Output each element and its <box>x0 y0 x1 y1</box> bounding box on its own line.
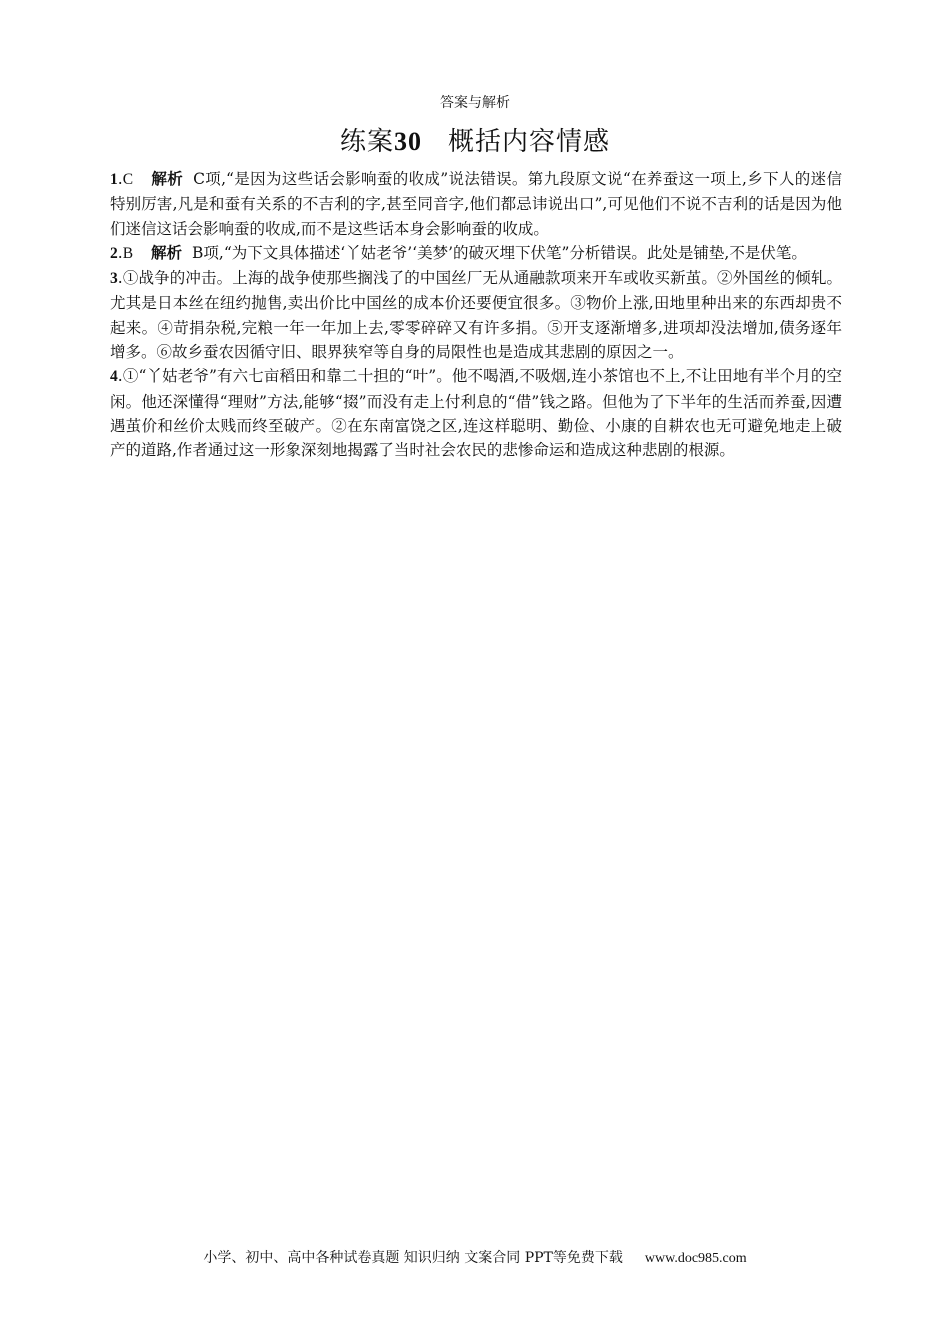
item-analysis-label: 解析 <box>151 169 184 188</box>
item-number: 4 <box>110 368 118 386</box>
item-analysis-text: C项,“是因为这些话会影响蚕的收成”说法错误。第九段原文说“在养蚕这一项上,乡下人的迷信特别厉害,凡是和蚕有关系的不吉利的字,甚至同音字,他们都忌讳说出口”,可见他们不说不吉利的话是因为他们迷信这话会影响蚕的收成,而不是这些话本身会影响蚕的收成。 <box>110 170 842 238</box>
answer-item-3: 3.①战争的冲击。上海的战争使那些搁浅了的中国丝厂无从通融款项来开车或收买新茧。②外国丝的倾轧。尤其是日本丝在纽约抛售,卖出价比中国丝的成本价还要便宜很多。③物价上涨,田地里种出来的东西却贵不起来。④苛捐杂税,完粮一年一年加上去,零零碎碎又有许多捐。⑤开支逐渐增多,进项却没法增加,债务逐年增多。⑥故乡蚕农因循守旧、眼界狭窄等自身的局限性也是造成其悲剧的原因之一。 <box>110 269 842 362</box>
footer-text: 小学、初中、高中各种试卷真题 知识归纳 文案合同 PPT等免费下载 <box>203 1250 623 1266</box>
footer-site-link[interactable]: www.doc985.com <box>644 1251 747 1266</box>
page-footer <box>0 1248 950 1269</box>
page-title <box>0 124 950 160</box>
item-number: 2 <box>110 244 118 262</box>
title-topic: 概括内容情感 <box>448 127 611 157</box>
answer-list <box>110 167 842 463</box>
item-answer-key: C <box>122 171 134 188</box>
answer-item-4: 4.①“丫姑老爷”有六七亩稻田和靠二十担的“叶”。他不喝酒,不吸烟,连小茶馆也不上,不让田地有半个月的空闲。他还深懂得“理财”方法,能够“掇”而没有走上付利息的“借”钱之路。但他为了下半年的生活而养蚕,因遭遇茧价和丝价太贱而终至破产。②在东南富饶之区,连这样聪明、勤俭、小康的自耕农也无可避免地走上破产的道路,作者通过这一形象深刻地揭露了当时社会农民的悲惨命运和造成这种悲剧的根源。 <box>110 367 842 460</box>
item-number: 3 <box>110 270 118 288</box>
answer-item-1: 1.C 解析 C项,“是因为这些话会影响蚕的收成”说法错误。第九段原文说“在养蚕这一项上,乡下人的迷信特别厉害,凡是和蚕有关系的不吉利的字,甚至同音字,他们都忌讳说出口”,可见他们不说不吉利的话是因为他们迷信这话会影响蚕的收成,而不是这些话本身会影响蚕的收成。 <box>110 169 842 238</box>
item-answer-key: B <box>122 244 134 262</box>
title-prefix: 练案 <box>339 127 394 157</box>
item-analysis-text: B项,“为下文具体描述‘丫姑老爷’‘美梦’的破灭埋下伏笔”分析错误。此处是铺垫,不是伏笔。 <box>192 243 807 262</box>
item-analysis-label: 解析 <box>151 242 183 262</box>
item-answer-text: ①“丫姑老爷”有六七亩稻田和靠二十担的“叶”。他不喝酒,不吸烟,连小茶馆也不上,不让田地有半个月的空闲。他还深懂得“理财”方法,能够“掇”而没有走上付利息的“借”钱之路。但他为了下半年的生活而养蚕,因遭遇茧价和丝价太贱而终至破产。②在东南富饶之区,连这样聪明、勤俭、小康的自耕农也无可避免地走上破产的道路,作者通过这一形象深刻地揭露了当时社会农民的悲惨命运和造成这种悲剧的根源。 <box>110 367 842 460</box>
item-answer-text: ①战争的冲击。上海的战争使那些搁浅了的中国丝厂无从通融款项来开车或收买新茧。②外国丝的倾轧。尤其是日本丝在纽约抛售,卖出价比中国丝的成本价还要便宜很多。③物价上涨,田地里种出来的东西却贵不起来。④苛捐杂税,完粮一年一年加上去,零零碎碎又有许多捐。⑤开支逐渐增多,进项却没法增加,债务逐年增多。⑥故乡蚕农因循守旧、眼界狭窄等自身的局限性也是造成其悲剧的原因之一。 <box>110 269 842 362</box>
item-number: 1 <box>110 171 118 188</box>
page-header: 答案与解析 <box>440 95 510 111</box>
answer-item-2: 2.B 解析 B项,“为下文具体描述‘丫姑老爷’‘美梦’的破灭埋下伏笔”分析错误。此处是铺垫,不是伏笔。 <box>110 242 807 262</box>
title-number: 30 <box>394 127 422 156</box>
